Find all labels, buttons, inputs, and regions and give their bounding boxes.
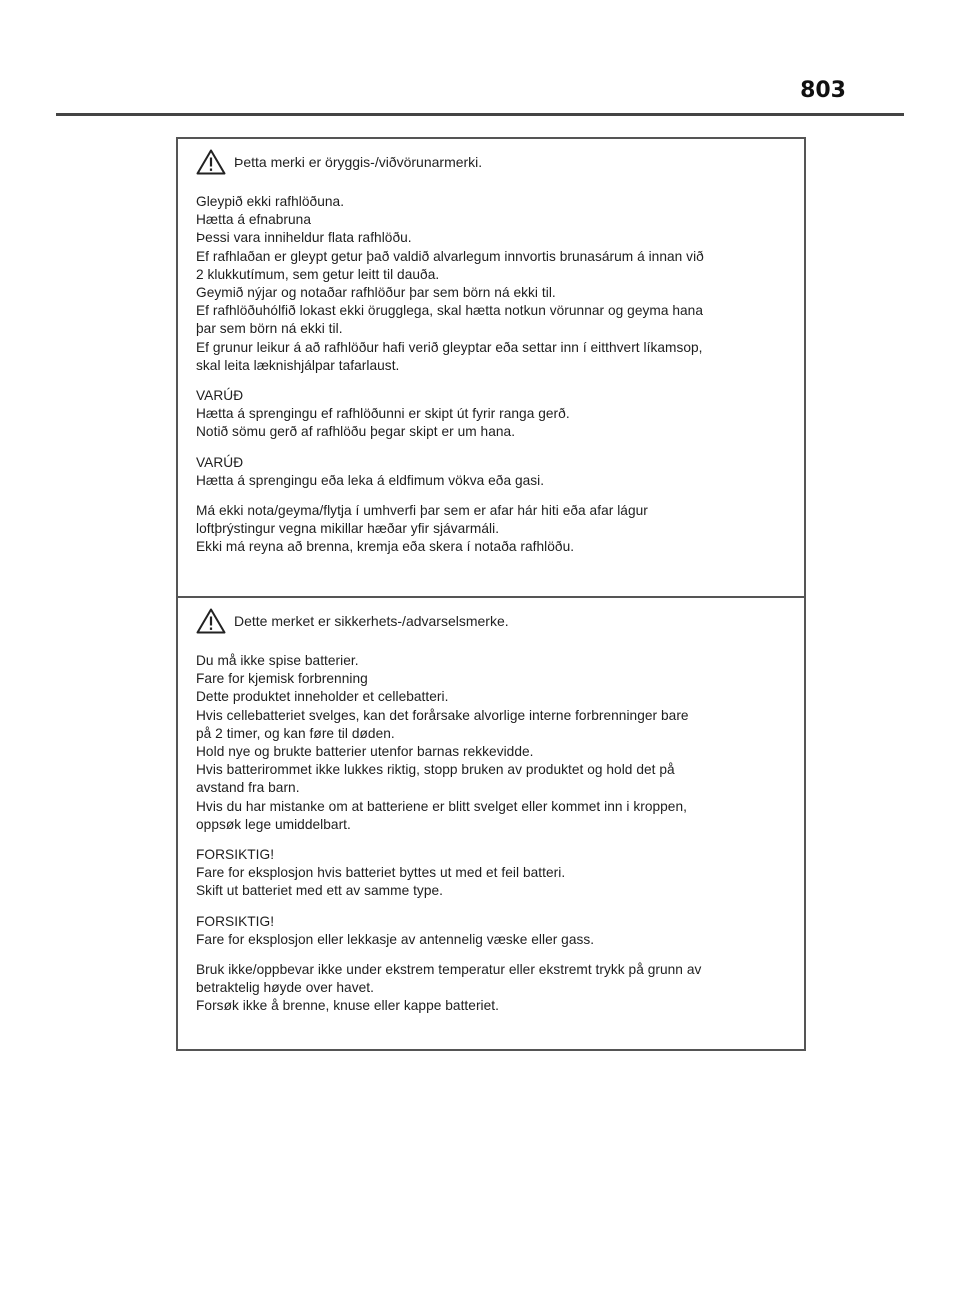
text-line: skal leita læknishjálpar tafarlaust. [196, 357, 400, 373]
text-line: Ekki má reyna að brenna, kremja eða skera í notaða rafhlöðu. [196, 539, 575, 555]
text-block [196, 502, 804, 557]
text-line: Ef grunur leikur á að rafhlöður hafi verið gleyptar eða settar inn í eitthvert líkamsop, [196, 339, 703, 355]
text-line: oppsøk lege umiddelbart. [196, 816, 351, 832]
text-line: VARÚÐ [196, 454, 244, 470]
text-line: Skift ut batteriet med ett av samme type. [196, 883, 444, 899]
page-number: 803 [800, 78, 846, 103]
text-line: Ef rafhlöðuhólfið lokast ekki örugglega, skal hætta notkun vörunnar og geyma hana [196, 303, 703, 319]
text-line: på 2 timer, og kan føre til døden. [196, 725, 395, 741]
text-block [196, 387, 804, 442]
text-line: avstand fra barn. [196, 780, 300, 796]
text-line: Hætta á sprengingu ef rafhlöðunni er skipt út fyrir ranga gerð. [196, 406, 570, 422]
text-line: loftþrýstingur vegna mikillar hæðar yfir sjávarmáli. [196, 521, 500, 537]
text-line: Hætta á efnabruna [196, 212, 311, 228]
text-block [196, 193, 804, 375]
text-line: FORSIKTIG! [196, 913, 275, 929]
text-line: Dette produktet inneholder et cellebatteri. [196, 689, 449, 705]
text-line: Du må ikke spise batterier. [196, 653, 359, 668]
text-block [196, 454, 804, 490]
section-header-text: Þetta merki er öryggis-/viðvörunarmerki. [234, 154, 483, 170]
text-line: Gleypið ekki rafhlöðuna. [196, 194, 345, 209]
warning-triangle-icon [196, 608, 226, 634]
text-line: Ef rafhlaðan er gleypt getur það valdið alvarlegum innvortis brunasárum á innan við [196, 248, 704, 264]
section-header [196, 143, 804, 181]
warning-triangle-icon [196, 149, 226, 175]
text-block [196, 913, 804, 949]
text-line: Hvis batterirommet ikke lukkes riktig, stopp bruken av produktet og hold det på [196, 762, 675, 778]
text-line: Hvis du har mistanke om at batteriene er blitt svelget eller kommet inn i kroppen, [196, 798, 687, 814]
text-line: Hold nye og brukte batterier utenfor barnas rekkevidde. [196, 744, 534, 760]
section-header [196, 602, 804, 640]
text-line: FORSIKTIG! [196, 847, 275, 863]
text-line: 2 klukkutímum, sem getur leitt til dauða. [196, 266, 440, 282]
warning-box [176, 137, 806, 1051]
text-line: Þessi vara inniheldur flata rafhlöðu. [196, 230, 412, 246]
text-line: Hætta á sprengingu eða leka á eldfimum vökva eða gasi. [196, 472, 545, 488]
text-line: VARÚÐ [196, 388, 244, 404]
text-line: Fare for eksplosjon hvis batteriet byttes ut med et feil batteri. [196, 865, 566, 881]
text-line: Geymið nýjar og notaðar rafhlöður þar sem börn ná ekki til. [196, 285, 556, 301]
text-block [196, 846, 804, 901]
section-icelandic [178, 139, 804, 596]
text-line: Bruk ikke/oppbevar ikke under ekstrem temperatur eller ekstremt trykk på grunn av [196, 962, 702, 978]
text-block [196, 652, 804, 834]
text-line: betraktelig høyde over havet. [196, 980, 374, 996]
section-norwegian [178, 596, 804, 1049]
text-line: Fare for kjemisk forbrenning [196, 671, 368, 687]
text-line: Notið sömu gerð af rafhlöðu þegar skipt er um hana. [196, 424, 516, 440]
text-line: þar sem börn ná ekki til. [196, 321, 343, 337]
text-block [196, 961, 804, 1016]
header-rule [56, 113, 904, 116]
text-line: Fare for eksplosjon eller lekkasje av antennelig væske eller gass. [196, 931, 595, 947]
section-header-text: Dette merket er sikkerhets-/advarselsmerke. [234, 613, 509, 629]
text-line: Má ekki nota/geyma/flytja í umhverfi þar sem er afar hár hiti eða afar lágur [196, 503, 648, 519]
text-line: Forsøk ikke å brenne, knuse eller kappe batteriet. [196, 998, 500, 1014]
text-line: Hvis cellebatteriet svelges, kan det forårsake alvorlige interne forbrenninger bare [196, 707, 689, 723]
